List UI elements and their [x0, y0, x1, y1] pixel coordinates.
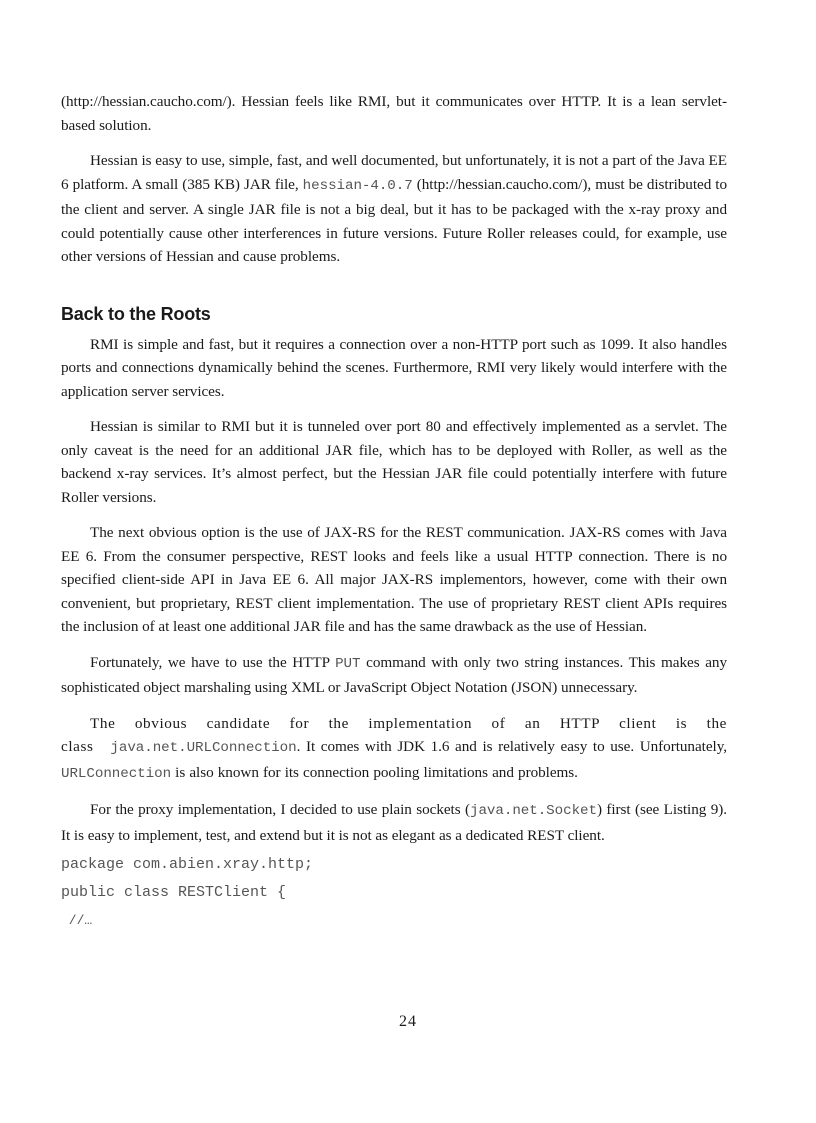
paragraph-urlconnection: The obvious candidate for the implementation of an HTTP client is the class java.net.URLConnection. It comes with JDK 1.6 and is relatively easy to use. Unfortunately, URLConnection is also known for its connection pooling limitations and problems. [61, 714, 727, 782]
paragraph-rmi: RMI is simple and fast, but it requires a connection over a non-HTTP port such as 1099. It also handles ports and connections dynamically behind the scenes. Furthermore, RMI very likely would interfere with the application server services. [61, 335, 727, 400]
paragraph-hessian-intro: (http://hessian.caucho.com/). Hessian feels like RMI, but it communicates over HTTP. It is a lean servlet-based solution. [61, 93, 727, 134]
page-body [61, 90, 727, 935]
code-line: public class RESTClient { [61, 884, 287, 901]
paragraph-hessian-port: Hessian is similar to RMI but it is tunneled over port 80 and effectively implemented as a servlet. The only caveat is the need for an additional JAR file, which has to be deployed with Roller, as well as the backend x-ray services. It’s almost perfect, but the Hessian JAR file could potentially interfere with future Roller versions. [61, 418, 727, 506]
inline-code-hessian-jar: hessian-4.0.7 [302, 177, 413, 194]
code-line: package com.abien.xray.http; [61, 856, 314, 873]
paragraph-http-put: Fortunately, we have to use the HTTP PUT command with only two string instances. This makes any sophisticated object marshaling using XML or JavaScript Object Notation (JSON) unnecessary. [61, 653, 727, 696]
paragraph-jax-rs: The next obvious option is the use of JAX-RS for the REST communication. JAX-RS comes with Java EE 6. From the consumer perspective, REST looks and feels like a usual HTTP connection. There is no specified client-side API in Java EE 6. All major JAX-RS implementors, however, come with their own convenient, but proprietary, REST client implementation. The use of proprietary REST client APIs requires the inclusion of at least one additional JAR file and has the same drawback as the use of Hessian. [61, 524, 727, 635]
inline-code-urlconnection: URLConnection [61, 765, 172, 782]
inline-code-urlconnection-class: java.net.URLConnection [110, 740, 297, 756]
page-number: 24 [399, 1013, 417, 1030]
code-listing [61, 851, 727, 935]
code-line: //… [61, 913, 93, 928]
inline-code-put: PUT [335, 655, 361, 672]
inline-code-socket: java.net.Socket [470, 803, 597, 819]
section-heading: Back to the Roots [61, 303, 211, 324]
paragraph-hessian-jar: Hessian is easy to use, simple, fast, and well documented, but unfortunately, it is not a part of the Java EE 6 platform. A small (385 KB) JAR file, hessian-4.0.7 (http://hessian.caucho.com/), must be distributed to the client and server. A single JAR file is not a big deal, but it has to be packaged with the x-ray proxy and could potentially cause other interferences in future versions. Future Roller releases could, for example, use other versions of Hessian and cause problems. [61, 152, 728, 265]
paragraph-sockets: For the proxy implementation, I decided to use plain sockets (java.net.Socket) first (see Listing 9). It is easy to implement, test, and extend but it is not as elegant as a dedicated REST client. [61, 801, 727, 844]
